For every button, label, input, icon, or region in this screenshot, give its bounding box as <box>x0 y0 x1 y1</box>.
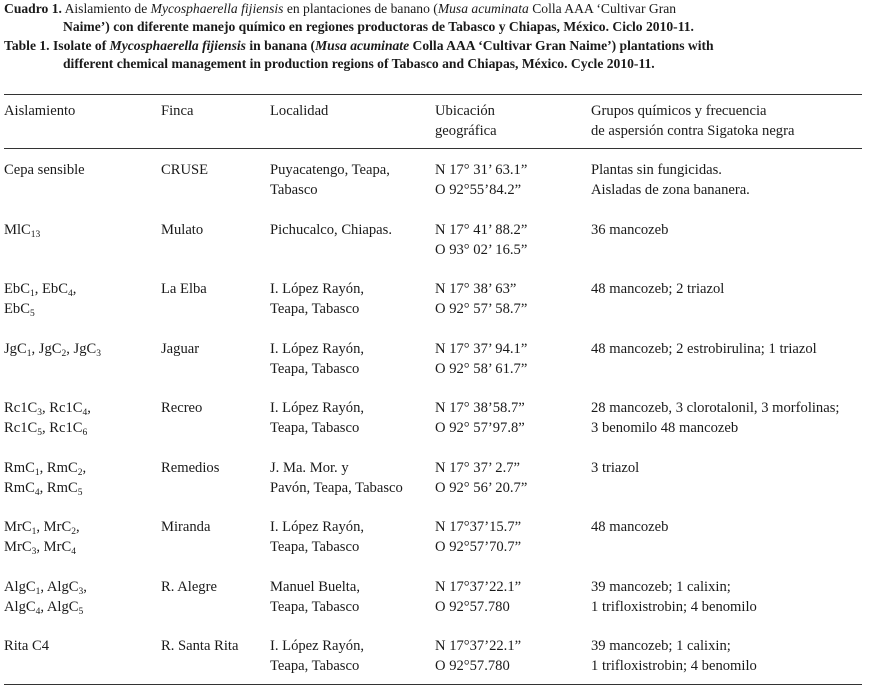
header-location-line-1: Ubicación <box>435 103 495 119</box>
geo-coordinate: O 92° 57’97.8” <box>435 420 525 436</box>
geo-coordinate: O 93° 02’ 16.5” <box>435 242 528 258</box>
caption-en-text-2: in banana ( <box>245 37 316 53</box>
isolate-code: MlC$_{13}$ <box>4 222 41 240</box>
isolate-code: Rita C4 <box>4 638 49 654</box>
farm-name: R. Santa Rita <box>161 638 239 654</box>
isolate-code: $Rc1C_3$, $Rc1C_4$, <box>4 400 91 418</box>
locality: I. López Rayón, <box>270 341 365 357</box>
caption-es-line-1 <box>4 0 862 18</box>
caption-en-text-3: Colla AAA ‘Cultivar Gran Naime’) plantations with <box>409 37 714 53</box>
isolate-code: Cepa sensible <box>4 162 85 178</box>
isolate-subscript: 2 <box>71 527 76 537</box>
isolate-code: RmC$_1$, RmC$_2$, <box>4 460 87 478</box>
farm-name: Miranda <box>161 519 211 535</box>
caption-es-species: Mycosphaerella fijiensis <box>150 1 284 16</box>
farm-name: Recreo <box>161 400 203 416</box>
chemical-groups: 3 triazol <box>591 460 640 476</box>
isolate-subscript: 1 <box>31 527 37 537</box>
chemical-groups: 39 mancozeb; 1 calixin; <box>591 638 731 654</box>
locality: I. López Rayón, <box>270 281 365 297</box>
isolate-subscript: 1 <box>35 587 41 597</box>
chemical-groups: 36 mancozeb <box>591 222 669 238</box>
locality: Teapa, Tabasco <box>270 361 360 377</box>
isolate-subscript: 4 <box>34 488 40 498</box>
isolate-subscript: 3 <box>96 349 101 359</box>
farm-name: Remedios <box>161 460 220 476</box>
chemical-groups: Aisladas de zona bananera. <box>591 182 750 198</box>
geo-coordinate: O 92° 57’ 58.7” <box>435 301 528 317</box>
table-bottom-rule <box>4 684 862 685</box>
locality: Teapa, Tabasco <box>270 420 360 436</box>
geo-coordinate: O 92° 58’ 61.7” <box>435 361 528 377</box>
isolate-subscript: 3 <box>37 408 42 418</box>
locality: Puyacatengo, Teapa, <box>270 162 390 178</box>
geo-coordinate: N 17° 37’ 2.7” <box>435 460 521 476</box>
locality: Teapa, Tabasco <box>270 301 360 317</box>
isolate-code: JgC$_1$, JgC$_2$, JgC$_3$ <box>4 341 101 359</box>
caption-es-line-2: Naime’) con diferente manejo químico en regiones productoras de Tabasco y Chiapas, México. Ciclo 2010-11. <box>63 19 694 35</box>
header-farm: Finca <box>161 103 194 119</box>
locality: Tabasco <box>270 182 318 198</box>
isolate-subscript: 5 <box>37 428 42 438</box>
geo-coordinate: N 17° 37’ 94.1” <box>435 341 528 357</box>
isolate-code: MrC$_3$, MrC$_4$ <box>4 539 76 557</box>
isolate-subscript: 3 <box>31 547 37 557</box>
geo-coordinate: O 92° 56’ 20.7” <box>435 480 528 496</box>
caption-es-host: Musa acuminata <box>437 1 529 16</box>
geo-coordinate: N 17°37’15.7” <box>435 519 522 535</box>
caption-en-label: Table 1. <box>4 37 50 53</box>
locality: Teapa, Tabasco <box>270 539 360 555</box>
chemical-groups: 28 mancozeb, 3 clorotalonil, 3 morfolinas; <box>591 400 840 416</box>
caption-es-text-3: Colla AAA ‘Cultivar Gran <box>528 1 677 16</box>
locality: Teapa, Tabasco <box>270 658 360 674</box>
chemical-groups: 3 benomilo 48 mancozeb <box>591 420 739 436</box>
isolate-code: EbC$_1$, EbC$_4$, <box>4 281 77 299</box>
isolate-subscript: 6 <box>82 428 88 438</box>
isolate-subscript: 1 <box>29 289 35 299</box>
chemical-groups: 48 mancozeb; 2 triazol <box>591 281 725 297</box>
chemical-groups: 48 mancozeb <box>591 519 669 535</box>
geo-coordinate: O 92°57’70.7” <box>435 539 522 555</box>
farm-name: CRUSE <box>161 162 209 178</box>
header-locality: Localidad <box>270 103 329 119</box>
geo-coordinate: O 92°57.780 <box>435 658 510 674</box>
isolate-code: AlgC$_1$, AlgC$_3$, <box>4 579 87 597</box>
geo-coordinate: N 17°37’22.1” <box>435 579 522 595</box>
table-caption <box>4 0 862 74</box>
header-groups-line-1: Grupos químicos y frecuencia <box>591 103 767 119</box>
table-top-rule <box>4 94 862 95</box>
isolate-subscript: 1 <box>34 468 40 478</box>
isolate-code: AlgC$_4$, AlgC$_5$ <box>4 599 84 617</box>
caption-en-line-1 <box>4 37 862 55</box>
locality: I. López Rayón, <box>270 400 365 416</box>
chemical-groups: 1 trifloxistrobin; 4 benomilo <box>591 658 757 674</box>
farm-name: Jaguar <box>161 341 200 357</box>
isolate-subscript: 5 <box>78 607 84 617</box>
caption-es-text-1: Aislamiento de <box>61 1 151 16</box>
isolate-code: $Rc1C_5$, $Rc1C_6$ <box>4 420 88 438</box>
isolate-code: MrC$_1$, MrC$_2$, <box>4 519 80 537</box>
geo-coordinate: N 17°37’22.1” <box>435 638 522 654</box>
isolate-subscript: 1 <box>26 349 32 359</box>
isolate-subscript: 4 <box>82 408 88 418</box>
geo-coordinate: O 92°57.780 <box>435 599 510 615</box>
caption-en-line-2: different chemical management in production regions of Tabasco and Chiapas, México. Cycle 2010-11. <box>63 56 655 72</box>
caption-es-label: Cuadro 1. <box>4 1 62 16</box>
farm-name: La Elba <box>161 281 207 297</box>
header-bottom-rule <box>4 148 862 149</box>
chemical-groups: 39 mancozeb; 1 calixin; <box>591 579 731 595</box>
header-location-line-2: geográfica <box>435 123 497 139</box>
geo-coordinate: N 17° 38’58.7” <box>435 400 525 416</box>
header-isolate: Aislamiento <box>4 103 76 119</box>
isolate-subscript: 13 <box>30 230 41 240</box>
caption-en-host: Musa acuminate <box>315 37 410 53</box>
geo-coordinate: N 17° 41’ 88.2” <box>435 222 528 238</box>
geo-coordinate: O 92°55’84.2” <box>435 182 522 198</box>
geo-coordinate: N 17° 31’ 63.1” <box>435 162 528 178</box>
isolate-subscript: 2 <box>61 349 67 359</box>
geo-coordinate: N 17° 38’ 63” <box>435 281 517 297</box>
isolate-subscript: 4 <box>67 289 73 299</box>
isolate-code: EbC$_5$ <box>4 301 35 319</box>
chemical-groups: Plantas sin fungicidas. <box>591 162 722 178</box>
locality: Teapa, Tabasco <box>270 599 360 615</box>
caption-en-text-1: Isolate of <box>49 37 110 53</box>
isolate-subscript: 5 <box>77 488 83 498</box>
locality: J. Ma. Mor. y <box>270 460 349 476</box>
farm-name: Mulato <box>161 222 204 238</box>
caption-en-species: Mycosphaerella fijiensis <box>109 37 246 53</box>
isolate-subscript: 4 <box>71 547 76 557</box>
locality: I. López Rayón, <box>270 519 365 535</box>
chemical-groups: 48 mancozeb; 2 estrobirulina; 1 triazol <box>591 341 817 357</box>
locality: Pavón, Teapa, Tabasco <box>270 480 403 496</box>
isolate-subscript: 3 <box>78 587 84 597</box>
chemical-groups: 1 trifloxistrobin; 4 benomilo <box>591 599 757 615</box>
isolate-subscript: 5 <box>29 309 35 319</box>
isolate-subscript: 4 <box>35 607 41 617</box>
locality: Pichucalco, Chiapas. <box>270 222 392 238</box>
isolate-code: RmC$_4$, RmC$_5$ <box>4 480 83 498</box>
caption-es-text-2: en plantaciones de banano ( <box>283 1 438 16</box>
locality: Manuel Buelta, <box>270 579 360 595</box>
header-groups-line-2: de aspersión contra Sigatoka negra <box>591 123 795 139</box>
farm-name: R. Alegre <box>161 579 217 595</box>
isolate-subscript: 2 <box>77 468 83 478</box>
locality: I. López Rayón, <box>270 638 365 654</box>
